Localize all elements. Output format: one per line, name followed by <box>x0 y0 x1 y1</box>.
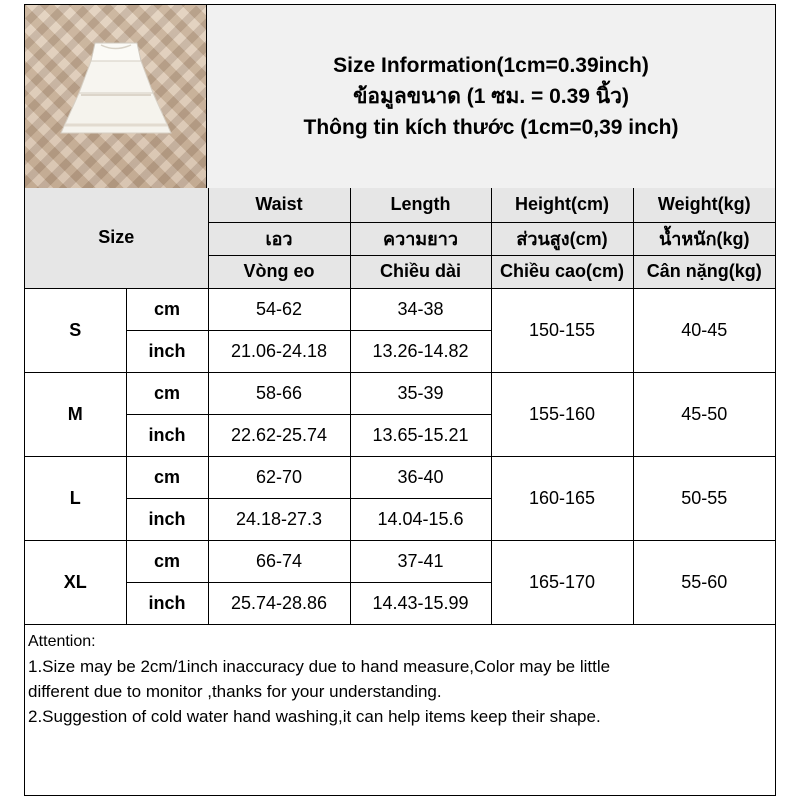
length-inch-s: 13.26-14.82 <box>350 330 491 372</box>
chart-header <box>25 5 775 189</box>
table-row <box>25 288 775 330</box>
unit-inch: inch <box>126 498 208 540</box>
column-header-waist-th: เอว <box>208 222 350 255</box>
column-header-waist-vi: Vòng eo <box>208 255 350 288</box>
waist-cm-l: 62-70 <box>208 456 350 498</box>
weight-xl: 55-60 <box>633 540 775 624</box>
height-m: 155-160 <box>491 372 633 456</box>
weight-s: 40-45 <box>633 288 775 372</box>
waist-inch-m: 22.62-25.74 <box>208 414 350 456</box>
size-label-m: M <box>25 372 126 456</box>
size-chart <box>24 4 776 796</box>
column-header-length-vi: Chiều dài <box>350 255 491 288</box>
size-label-s: S <box>25 288 126 372</box>
skirt-image <box>25 5 206 188</box>
note-1-line-2: different due to monitor ,thanks for your understanding. <box>28 682 442 701</box>
waist-cm-m: 58-66 <box>208 372 350 414</box>
height-l: 160-165 <box>491 456 633 540</box>
attention-heading: Attention: <box>28 633 96 650</box>
unit-cm: cm <box>126 540 208 582</box>
table-row <box>25 456 775 498</box>
waist-inch-l: 24.18-27.3 <box>208 498 350 540</box>
height-xl: 165-170 <box>491 540 633 624</box>
title-english: Size Information(1cm=0.39inch) <box>333 54 649 77</box>
size-label-xl: XL <box>25 540 126 624</box>
length-inch-l: 14.04-15.6 <box>350 498 491 540</box>
column-header-height-th: ส่วนสูง(cm) <box>491 222 633 255</box>
length-cm-l: 36-40 <box>350 456 491 498</box>
column-header-length-en: Length <box>350 188 491 222</box>
size-information-title <box>207 5 775 188</box>
unit-inch: inch <box>126 582 208 624</box>
length-cm-m: 35-39 <box>350 372 491 414</box>
column-header-height-vi: Chiều cao(cm) <box>491 255 633 288</box>
column-header-weight-th: น้ำหนัก(kg) <box>633 222 775 255</box>
length-inch-xl: 14.43-15.99 <box>350 582 491 624</box>
column-header-length-th: ความยาว <box>350 222 491 255</box>
waist-inch-s: 21.06-24.18 <box>208 330 350 372</box>
table-row <box>25 540 775 582</box>
note-1-line-1: 1.Size may be 2cm/1inch inaccuracy due to hand measure,Color may be little <box>28 657 611 676</box>
column-header-waist-en: Waist <box>208 188 350 222</box>
waist-cm-s: 54-62 <box>208 288 350 330</box>
height-s: 150-155 <box>491 288 633 372</box>
unit-inch: inch <box>126 330 208 372</box>
column-header-weight-en: Weight(kg) <box>633 188 775 222</box>
attention-notes <box>25 630 775 729</box>
length-cm-s: 34-38 <box>350 288 491 330</box>
title-thai: ข้อมูลขนาด (1 ซม. = 0.39 นิ้ว) <box>353 85 629 108</box>
product-photo <box>25 5 207 188</box>
unit-cm: cm <box>126 456 208 498</box>
unit-cm: cm <box>126 372 208 414</box>
table-row <box>25 372 775 414</box>
unit-cm: cm <box>126 288 208 330</box>
size-header: Size <box>25 188 208 288</box>
note-2: 2.Suggestion of cold water hand washing,it can help items keep their shape. <box>28 707 601 726</box>
title-vietnamese: Thông tin kích thước (1cm=0,39 inch) <box>303 116 679 139</box>
length-cm-xl: 37-41 <box>350 540 491 582</box>
size-table <box>25 188 775 625</box>
length-inch-m: 13.65-15.21 <box>350 414 491 456</box>
weight-l: 50-55 <box>633 456 775 540</box>
weight-m: 45-50 <box>633 372 775 456</box>
unit-inch: inch <box>126 414 208 456</box>
size-label-l: L <box>25 456 126 540</box>
column-header-weight-vi: Cân nặng(kg) <box>633 255 775 288</box>
waist-cm-xl: 66-74 <box>208 540 350 582</box>
column-header-height-en: Height(cm) <box>491 188 633 222</box>
waist-inch-xl: 25.74-28.86 <box>208 582 350 624</box>
